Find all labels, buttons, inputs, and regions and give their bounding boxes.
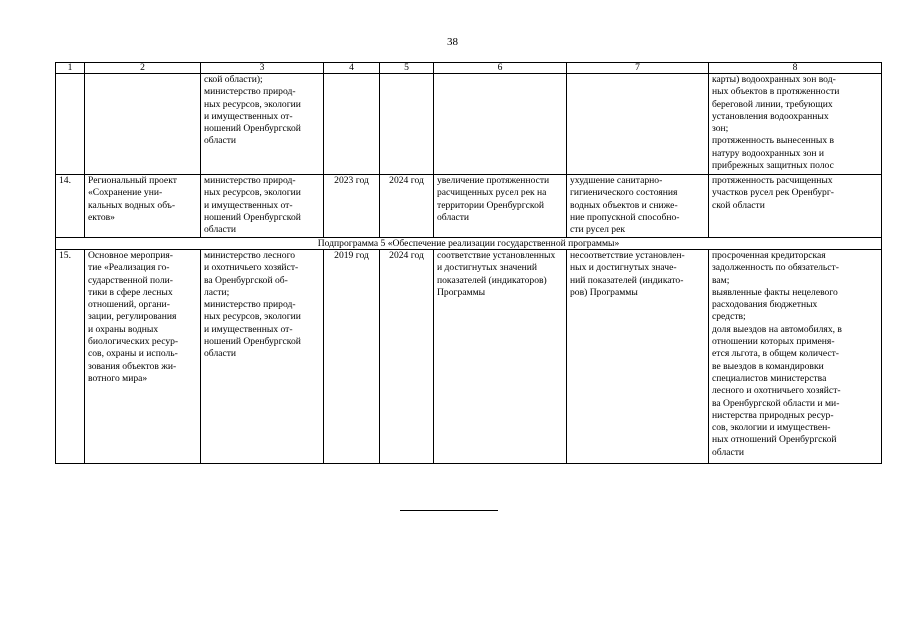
page-number: 38 bbox=[447, 36, 458, 48]
executor-cell: министерство лесного и охотничьего хозяйст- ва Оренбургской об- ласти; министерство природ- ных ресурсов, экологии и имущественных от- ношений Оренбургской области bbox=[201, 250, 324, 464]
section-row bbox=[56, 238, 882, 250]
consequences-cell: ухудшение санитарно- гигиенического состояния водных объектов и сниже- ние пропускной способно- сти русел рек bbox=[567, 175, 709, 238]
header-cell: 8 bbox=[709, 63, 882, 74]
header-cell: 6 bbox=[434, 63, 567, 74]
table-row-15 bbox=[56, 250, 882, 464]
header-cell: 1 bbox=[56, 63, 85, 74]
start-year-cell: 2023 год bbox=[324, 175, 380, 238]
end-rule bbox=[400, 510, 498, 511]
table-row-continuation bbox=[56, 74, 882, 175]
indicators-cell: карты) водоохранных зон вод- ных объектов в протяженности береговой линии, требующих установления водоохранных зон; протяженность вынесенных в натуру водоохранных зон и прибрежных защитных полос bbox=[709, 74, 882, 175]
table-row-14 bbox=[56, 175, 882, 238]
executor-cell: ской области); министерство природ- ных ресурсов, экологии и имущественных от- ношений Оренбургской области bbox=[201, 74, 324, 175]
section-title: Подпрограмма 5 «Обеспечение реализации государственной программы» bbox=[56, 238, 882, 250]
expected-result-cell: соответствие установленных и достигнутых значений показателей (индикаторов) Программы bbox=[434, 250, 567, 464]
end-year-cell: 2024 год bbox=[380, 250, 434, 464]
header-row bbox=[56, 63, 882, 74]
header-cell: 7 bbox=[567, 63, 709, 74]
end-year-cell bbox=[380, 74, 434, 175]
header-cell: 5 bbox=[380, 63, 434, 74]
measure-name-cell bbox=[85, 74, 201, 175]
header-cell: 2 bbox=[85, 63, 201, 74]
start-year-cell: 2019 год bbox=[324, 250, 380, 464]
row-number-cell: 15. bbox=[56, 250, 85, 464]
expected-result-cell: увеличение протяженности расчищенных русел рек на территории Оренбургской области bbox=[434, 175, 567, 238]
consequences-cell bbox=[567, 74, 709, 175]
row-number-cell: 14. bbox=[56, 175, 85, 238]
start-year-cell bbox=[324, 74, 380, 175]
header-cell: 3 bbox=[201, 63, 324, 74]
row-number-cell bbox=[56, 74, 85, 175]
consequences-cell: несоответствие установлен- ных и достигнутых значе- ний показателей (индикато- ров) Программы bbox=[567, 250, 709, 464]
indicators-cell: просроченная кредиторская задолженность по обязательст- вам; выявленные факты нецелевого расходования бюджетных средств; доля выездов на автомобилях, в отношении которых применя- ется льгота, в общем количест- ве выездов в командировки специалистов министерства лесного и охотничьего хозяйст- ва Оренбургской области и ми- нистерства природных ресур- сов, экологии и имуществен- ных отношений Оренбургской области bbox=[709, 250, 882, 464]
measure-name-cell: Основное мероприя- тие «Реализация го- сударственной поли- тики в сфере лесных отношений, органи- зации, регулирования и охраны водных биологических ресур- сов, охраны и исполь- зования объектов жи- вотного мира» bbox=[85, 250, 201, 464]
expected-result-cell bbox=[434, 74, 567, 175]
indicators-cell: протяженность расчищенных участков русел рек Оренбург- ской области bbox=[709, 175, 882, 238]
header-cell: 4 bbox=[324, 63, 380, 74]
measures-table bbox=[55, 62, 882, 464]
measure-name-cell: Региональный проект «Сохранение уни- кальных водных объ- ектов» bbox=[85, 175, 201, 238]
executor-cell: министерство природ- ных ресурсов, экологии и имущественных от- ношений Оренбургской области bbox=[201, 175, 324, 238]
end-year-cell: 2024 год bbox=[380, 175, 434, 238]
